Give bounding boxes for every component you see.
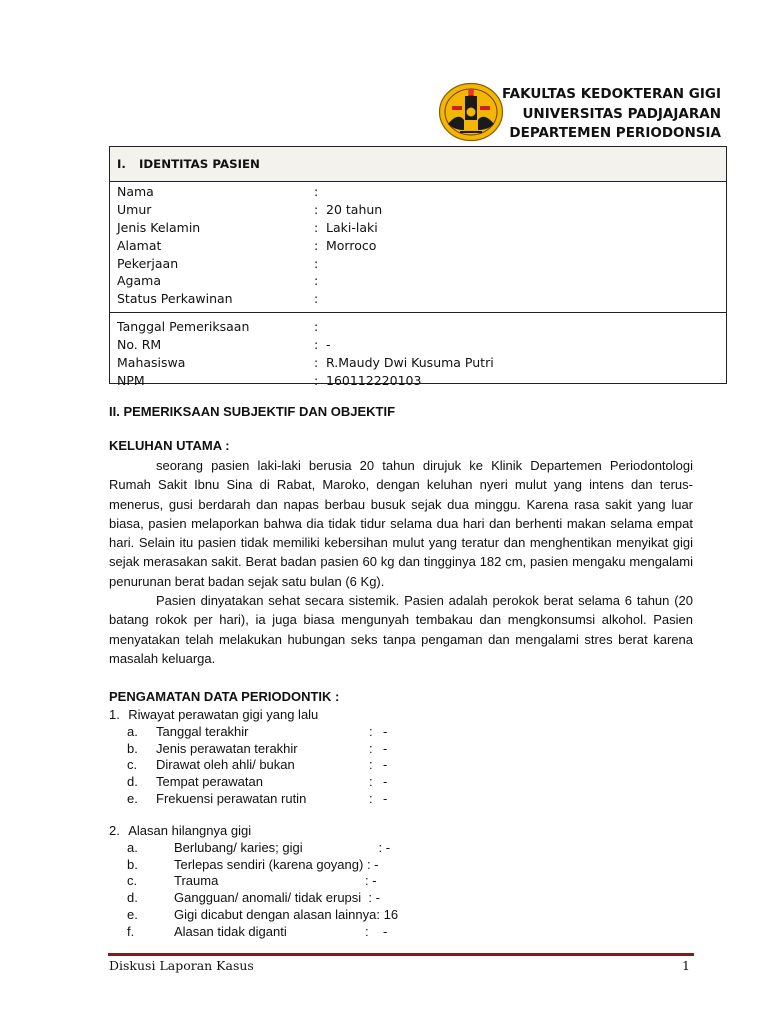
sub-letter: e. bbox=[127, 906, 138, 922]
sub-value: - bbox=[383, 723, 388, 739]
sub-letter: d. bbox=[127, 890, 138, 906]
item-number: 1. bbox=[109, 707, 120, 722]
row-value: Morroco bbox=[326, 237, 377, 253]
row-label: Umur bbox=[117, 201, 152, 217]
row-colon: : bbox=[314, 291, 319, 307]
pengamatan-title: PENGAMATAN DATA PERIODONTIK : bbox=[109, 689, 340, 704]
footer-title: Diskusi Laporan Kasus bbox=[109, 958, 254, 973]
sub-text: Frekuensi perawatan rutin bbox=[156, 790, 307, 806]
keluhan-text bbox=[109, 456, 693, 668]
sub-letter: b. bbox=[127, 856, 138, 872]
faculty-header bbox=[502, 85, 721, 144]
identity-row bbox=[117, 354, 726, 372]
sub-text: Tanggal terakhir bbox=[156, 723, 249, 739]
keluhan-paragraph-1: seorang pasien laki-laki berusia 20 tahun dirujuk ke Klinik Departemen Periodontologi Rumah Sakit Ibnu Sina di Rabat, Maroko, dengan keluhan nyeri mulut yang intens dan terus-menerus, gusi berdarah dan napas berbau busuk sejak dua minggu. Karena rasa sakit yang luar biasa, pasien melaporkan bahwa dia tidak tidur selama dua hari dan berhenti makan selama empat hari. Selain itu pasien tidak memiliki kebersihan mulut yang teratur dan menghentikan menyikat gigi sejak merasakan sakit. Berat badan pasien 60 kg dan tingginya 182 cm, pasien mengaku mengalami penurunan berat badan sejak satu bulan (6 Kg). bbox=[109, 458, 693, 589]
sub-colon: : bbox=[369, 740, 373, 756]
sub-text: Jenis perawatan terakhir bbox=[156, 740, 298, 756]
sub-text: Trauma bbox=[174, 873, 219, 889]
row-value: 160112220103 bbox=[326, 372, 422, 388]
row-colon: : bbox=[314, 355, 319, 371]
sub-item bbox=[109, 741, 387, 758]
sub-value: : - bbox=[365, 923, 388, 939]
identity-row bbox=[117, 219, 726, 237]
sub-text: Alasan tidak diganti bbox=[174, 923, 287, 939]
sub-text: Terlepas sendiri (karena goyang) bbox=[174, 856, 364, 872]
identity-row bbox=[117, 318, 726, 336]
row-value bbox=[324, 290, 326, 308]
identity-table bbox=[109, 146, 727, 388]
sub-letter: a. bbox=[127, 723, 138, 739]
sub-letter: b. bbox=[127, 740, 138, 756]
sub-item bbox=[109, 757, 387, 774]
sub-text: Gigi dicabut dengan alasan lainnya bbox=[174, 906, 377, 922]
row-colon: : bbox=[314, 201, 319, 217]
university-seal-icon bbox=[438, 82, 504, 142]
sub-text: Dirawat oleh ahli/ bukan bbox=[156, 757, 295, 773]
row-label: Mahasiswa bbox=[117, 355, 186, 371]
row-label: Jenis Kelamin bbox=[117, 219, 201, 235]
row-colon: : bbox=[314, 237, 319, 253]
sub-value: : - bbox=[366, 856, 379, 872]
identity-rows bbox=[110, 182, 726, 390]
sub-value: : 16 bbox=[376, 906, 399, 922]
sub-colon: : bbox=[369, 757, 373, 773]
list-riwayat bbox=[109, 707, 387, 808]
header-line-3: DEPARTEMEN PERIODONSIA bbox=[509, 125, 721, 141]
sub-value: - bbox=[383, 740, 388, 756]
sub-text: Berlubang/ karies; gigi bbox=[174, 839, 303, 855]
row-colon: : bbox=[314, 273, 319, 289]
identity-header bbox=[110, 147, 726, 182]
row-label: Pekerjaan bbox=[117, 255, 179, 271]
sub-letter: e. bbox=[127, 790, 138, 806]
item-title: Riwayat perawatan gigi yang lalu bbox=[128, 707, 319, 722]
sub-colon: : bbox=[369, 790, 373, 806]
sub-item bbox=[109, 840, 398, 857]
keluhan-paragraph-2: Pasien dinyatakan sehat secara sistemik. Pasien adalah perokok berat selama 6 tahun (20 batang rokok per hari), ia juga biasa mengunyah tembakau dan mengkonsumsi alkohol. Pasien menyatakan telah melakukan hubungan seks tanpa pengaman dan mengalami stres berat karena masalah keluarga. bbox=[109, 593, 693, 666]
identity-row bbox=[117, 272, 726, 290]
sub-item bbox=[109, 857, 398, 874]
row-label: Nama bbox=[117, 184, 154, 199]
sub-value: : - bbox=[378, 839, 391, 855]
sub-value: : - bbox=[368, 890, 380, 906]
row-value bbox=[324, 255, 326, 273]
sub-value: - bbox=[383, 757, 388, 773]
identity-row bbox=[117, 237, 726, 255]
list-alasan bbox=[109, 823, 398, 941]
page-number: 1 bbox=[682, 958, 690, 973]
row-colon: : bbox=[314, 255, 319, 271]
row-label: Tanggal Pemeriksaan bbox=[117, 319, 250, 335]
sub-letter: c. bbox=[127, 873, 138, 889]
row-label: No. RM bbox=[117, 337, 162, 353]
identity-row bbox=[117, 336, 726, 354]
row-label: NPM bbox=[117, 372, 145, 388]
row-colon: : bbox=[314, 184, 319, 199]
row-value: R.Maudy Dwi Kusuma Putri bbox=[326, 355, 494, 371]
item-title: Alasan hilangnya gigi bbox=[128, 823, 252, 838]
row-label: Alamat bbox=[117, 237, 162, 253]
sub-item bbox=[109, 924, 398, 941]
identity-number: I. bbox=[117, 157, 126, 171]
row-value: 20 tahun bbox=[326, 201, 383, 217]
header-line-1: FAKULTAS KEDOKTERAN GIGI bbox=[501, 86, 721, 102]
list-item bbox=[109, 707, 387, 724]
sub-item bbox=[109, 791, 387, 808]
row-colon: : bbox=[314, 219, 319, 235]
sub-letter: a. bbox=[127, 839, 138, 855]
row-value bbox=[324, 318, 326, 336]
item-number: 2. bbox=[109, 823, 120, 838]
sub-colon: : bbox=[369, 723, 373, 739]
identity-row bbox=[117, 372, 726, 390]
row-colon: : bbox=[314, 372, 319, 388]
sub-value: - bbox=[383, 790, 388, 806]
row-value bbox=[324, 183, 326, 201]
row-colon: : bbox=[314, 337, 319, 353]
row-label: Status Perkawinan bbox=[117, 291, 233, 307]
identity-row bbox=[117, 255, 726, 273]
section-2-title: II. PEMERIKSAAN SUBJEKTIF DAN OBJEKTIF bbox=[109, 404, 396, 419]
sub-colon: : bbox=[369, 774, 373, 790]
sub-item bbox=[109, 890, 398, 907]
sub-item bbox=[109, 873, 398, 890]
sub-value: - bbox=[383, 774, 388, 790]
identity-row bbox=[117, 290, 726, 308]
sub-letter: f. bbox=[127, 923, 135, 939]
sub-item bbox=[109, 907, 398, 924]
header-line-2: UNIVERSITAS PADJAJARAN bbox=[522, 105, 721, 122]
identity-row bbox=[117, 183, 726, 201]
row-value bbox=[324, 272, 326, 290]
sub-item bbox=[109, 724, 387, 741]
row-colon: : bbox=[314, 319, 319, 335]
sub-value: : - bbox=[365, 873, 377, 889]
row-value: - bbox=[326, 337, 331, 353]
sub-text: Gangguan/ anomali/ tidak erupsi bbox=[174, 890, 362, 906]
sub-item bbox=[109, 774, 387, 791]
keluhan-title: KELUHAN UTAMA : bbox=[109, 438, 230, 453]
list-item bbox=[109, 823, 398, 840]
row-value: Laki-laki bbox=[326, 219, 378, 235]
sub-letter: c. bbox=[127, 757, 138, 773]
sub-text: Tempat perawatan bbox=[156, 774, 263, 790]
sub-letter: d. bbox=[127, 774, 138, 790]
row-label: Agama bbox=[117, 273, 161, 289]
identity-title: IDENTITAS PASIEN bbox=[139, 157, 260, 171]
footer-rule bbox=[108, 953, 694, 956]
identity-row bbox=[117, 201, 726, 219]
